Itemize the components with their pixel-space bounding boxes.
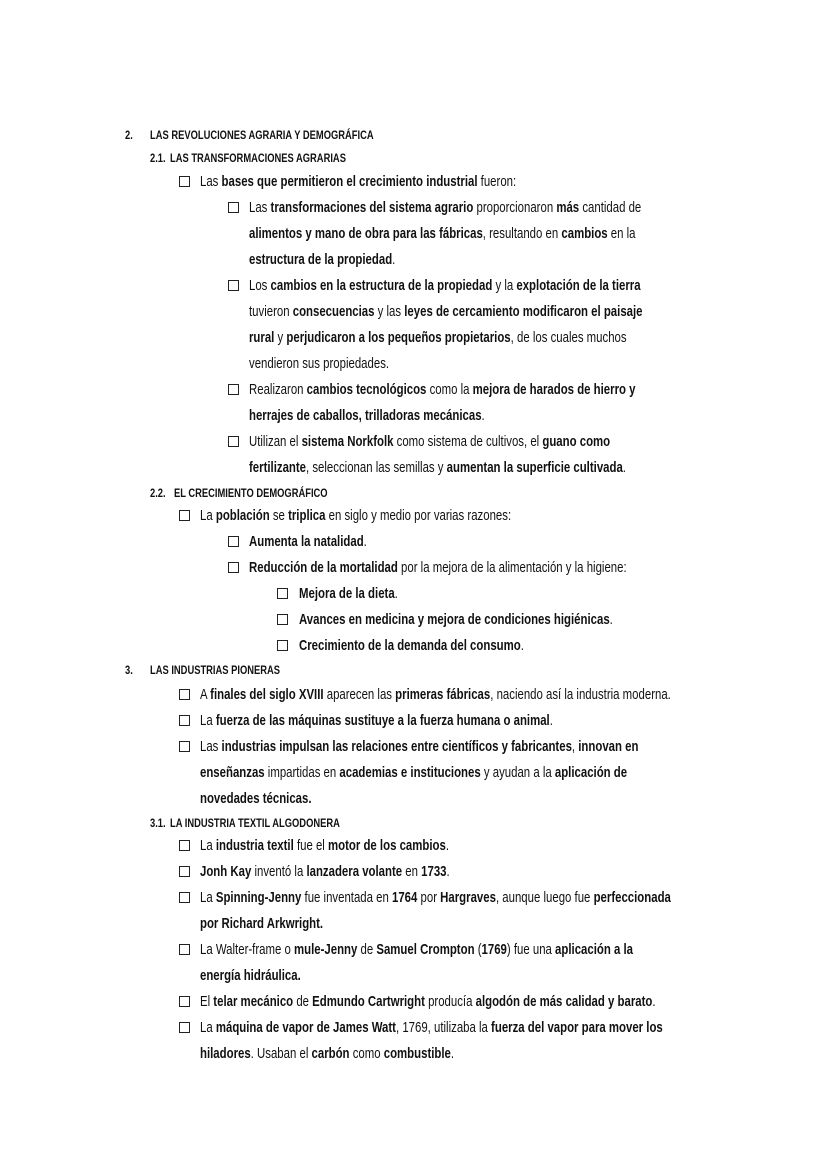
checkbox[interactable] xyxy=(277,640,288,651)
checkbox[interactable] xyxy=(179,840,190,851)
section-title: LA INDUSTRIA TEXTIL ALGODONERA xyxy=(170,816,340,830)
checkbox[interactable] xyxy=(179,689,190,700)
checkbox[interactable] xyxy=(228,280,239,291)
checkbox[interactable] xyxy=(228,536,239,547)
checklist-item-text: estructura de la propiedad. xyxy=(249,251,396,268)
checklist-item-text: Jonh Kay inventó la lanzadera volante en 1733. xyxy=(200,863,450,880)
checklist-item-text: La fuerza de las máquinas sustituye a la fuerza humana o animal. xyxy=(200,712,553,729)
checklist-item-text: herrajes de caballos, trilladoras mecánicas. xyxy=(249,407,485,424)
section-title: LAS TRANSFORMACIONES AGRARIAS xyxy=(170,151,346,165)
checkbox[interactable] xyxy=(179,892,190,903)
checkbox[interactable] xyxy=(179,866,190,877)
checklist-item-text: Crecimiento de la demanda del consumo. xyxy=(299,637,524,654)
checklist-item-text: Mejora de la dieta. xyxy=(299,585,398,602)
section-title: LAS REVOLUCIONES AGRARIA Y DEMOGRÁFICA xyxy=(150,128,374,142)
checkbox[interactable] xyxy=(228,384,239,395)
checklist-item-text: por Richard Arkwright. xyxy=(200,915,324,932)
checkbox[interactable] xyxy=(277,614,288,625)
checklist-item-text: hiladores. Usaban el carbón como combustible. xyxy=(200,1045,455,1062)
checklist-item-text: Reducción de la mortalidad por la mejora de la alimentación y la higiene: xyxy=(249,559,627,576)
checkbox[interactable] xyxy=(179,996,190,1007)
section-number: 2.1. xyxy=(150,151,166,165)
checklist-item-text: La Walter-frame o mule-Jenny de Samuel Crompton (1769) fue una aplicación a la xyxy=(200,941,633,958)
checklist-item-text: Avances en medicina y mejora de condiciones higiénicas. xyxy=(299,611,613,628)
section-title: LAS INDUSTRIAS PIONERAS xyxy=(150,663,281,677)
checklist-item-text: energía hidráulica. xyxy=(200,967,301,984)
checklist-item-text: Aumenta la natalidad. xyxy=(249,533,367,550)
checkbox[interactable] xyxy=(179,176,190,187)
checklist-item-text: Las transformaciones del sistema agrario proporcionaron más cantidad de xyxy=(249,199,642,216)
checkbox[interactable] xyxy=(228,202,239,213)
checkbox[interactable] xyxy=(179,944,190,955)
checklist-item-text: La máquina de vapor de James Watt, 1769, utilizaba la fuerza del vapor para mover los xyxy=(200,1019,663,1036)
checkbox[interactable] xyxy=(228,436,239,447)
checklist-item-text: Las industrias impulsan las relaciones entre científicos y fabricantes, innovan en xyxy=(200,738,639,755)
checklist-item-text: La Spinning-Jenny fue inventada en 1764 por Hargraves, aunque luego fue perfeccionada xyxy=(200,889,671,906)
section-number: 3. xyxy=(125,663,133,677)
section-number: 3.1. xyxy=(150,816,166,830)
checklist-item-text: A finales del siglo XVIII aparecen las primeras fábricas, naciendo así la industria moderna. xyxy=(200,686,671,703)
checklist-item-text: La industria textil fue el motor de los cambios. xyxy=(200,837,450,854)
checkbox[interactable] xyxy=(277,588,288,599)
checkbox[interactable] xyxy=(179,715,190,726)
checkbox[interactable] xyxy=(228,562,239,573)
checklist-item-text: novedades técnicas. xyxy=(200,790,312,807)
checklist-item-text: Utilizan el sistema Norkfolk como sistema de cultivos, el guano como xyxy=(249,433,611,450)
section-number: 2. xyxy=(125,128,133,142)
checklist-item-text: tuvieron consecuencias y las leyes de cercamiento modificaron el paisaje xyxy=(249,303,643,320)
checklist-item-text: Realizaron cambios tecnológicos como la mejora de harados de hierro y xyxy=(249,381,636,398)
checklist-item-text: La población se triplica en siglo y medio por varias razones: xyxy=(200,507,512,524)
checkbox[interactable] xyxy=(179,741,190,752)
checkbox[interactable] xyxy=(179,1022,190,1033)
checklist-item-text: Los cambios en la estructura de la propiedad y la explotación de la tierra xyxy=(249,277,641,294)
section-number: 2.2. xyxy=(150,486,166,500)
section-title: EL CRECIMIENTO DEMOGRÁFICO xyxy=(174,486,328,500)
checklist-item-text: rural y perjudicaron a los pequeños propietarios, de los cuales muchos xyxy=(249,329,627,346)
checkbox[interactable] xyxy=(179,510,190,521)
checklist-item-text: El telar mecánico de Edmundo Cartwright producía algodón de más calidad y barato. xyxy=(200,993,656,1010)
checklist-item-text: fertilizante, seleccionan las semillas y aumentan la superficie cultivada. xyxy=(249,459,626,476)
checklist-item-text: Las bases que permitieron el crecimiento industrial fueron: xyxy=(200,173,517,190)
checklist-item-text: alimentos y mano de obra para las fábricas, resultando en cambios en la xyxy=(249,225,636,242)
checklist-item-text: vendieron sus propiedades. xyxy=(249,355,390,372)
checklist-item-text: enseñanzas impartidas en academias e instituciones y ayudan a la aplicación de xyxy=(200,764,628,781)
